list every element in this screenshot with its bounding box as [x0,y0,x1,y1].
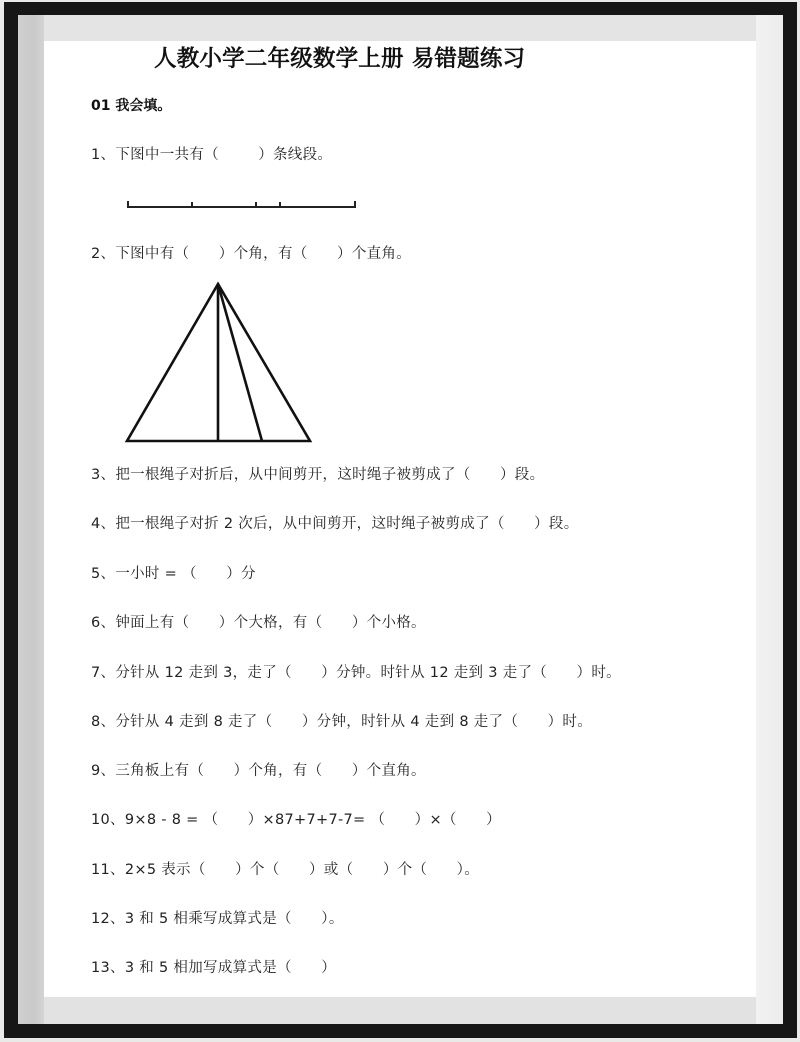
question-3: 3、把一根绳子对折后，从中间剪开，这时绳子被剪成了（ ）段。 [91,467,545,483]
frame-mat-top [18,15,783,41]
question-1: 1、下图中一共有（ ）条线段。 [91,147,333,163]
worksheet-paper [44,41,756,997]
question-2: 2、下图中有（ ）个角，有（ ）个直角。 [91,246,412,262]
section-heading: 01 我会填。 [91,98,172,114]
question-9: 9、三角板上有（ ）个角，有（ ）个直角。 [91,763,426,779]
question-5: 5、一小时 = （ ）分 [91,566,256,582]
question-10: 10、9×8 - 8 = （ ）×87+7+7-7= （ ）×（ ） [91,812,501,828]
question-13: 13、3 和 5 相加写成算式是（ ） [91,960,337,976]
frame-mat-bottom [18,997,783,1024]
question-8: 8、分针从 4 走到 8 走了（ ）分钟，时针从 4 走到 8 走了（ ）时。 [91,714,593,730]
question-4: 4、把一根绳子对折 2 次后，从中间剪开，这时绳子被剪成了（ ）段。 [91,516,579,532]
question-6: 6、钟面上有（ ）个大格，有（ ）个小格。 [91,615,426,631]
question-7: 7、分针从 12 走到 3，走了（ ）分钟。时针从 12 走到 3 走了（ ）时。 [91,665,621,681]
question-11: 11、2×5 表示（ ）个（ ）或（ ）个（ ）。 [91,862,480,878]
question-12: 12、3 和 5 相乘写成算式是（ ）。 [91,911,344,927]
frame-mat-right [756,15,783,1024]
frame-mat-left [18,15,44,1024]
worksheet-title: 人教小学二年级数学上册 易错题练习 [154,46,526,72]
